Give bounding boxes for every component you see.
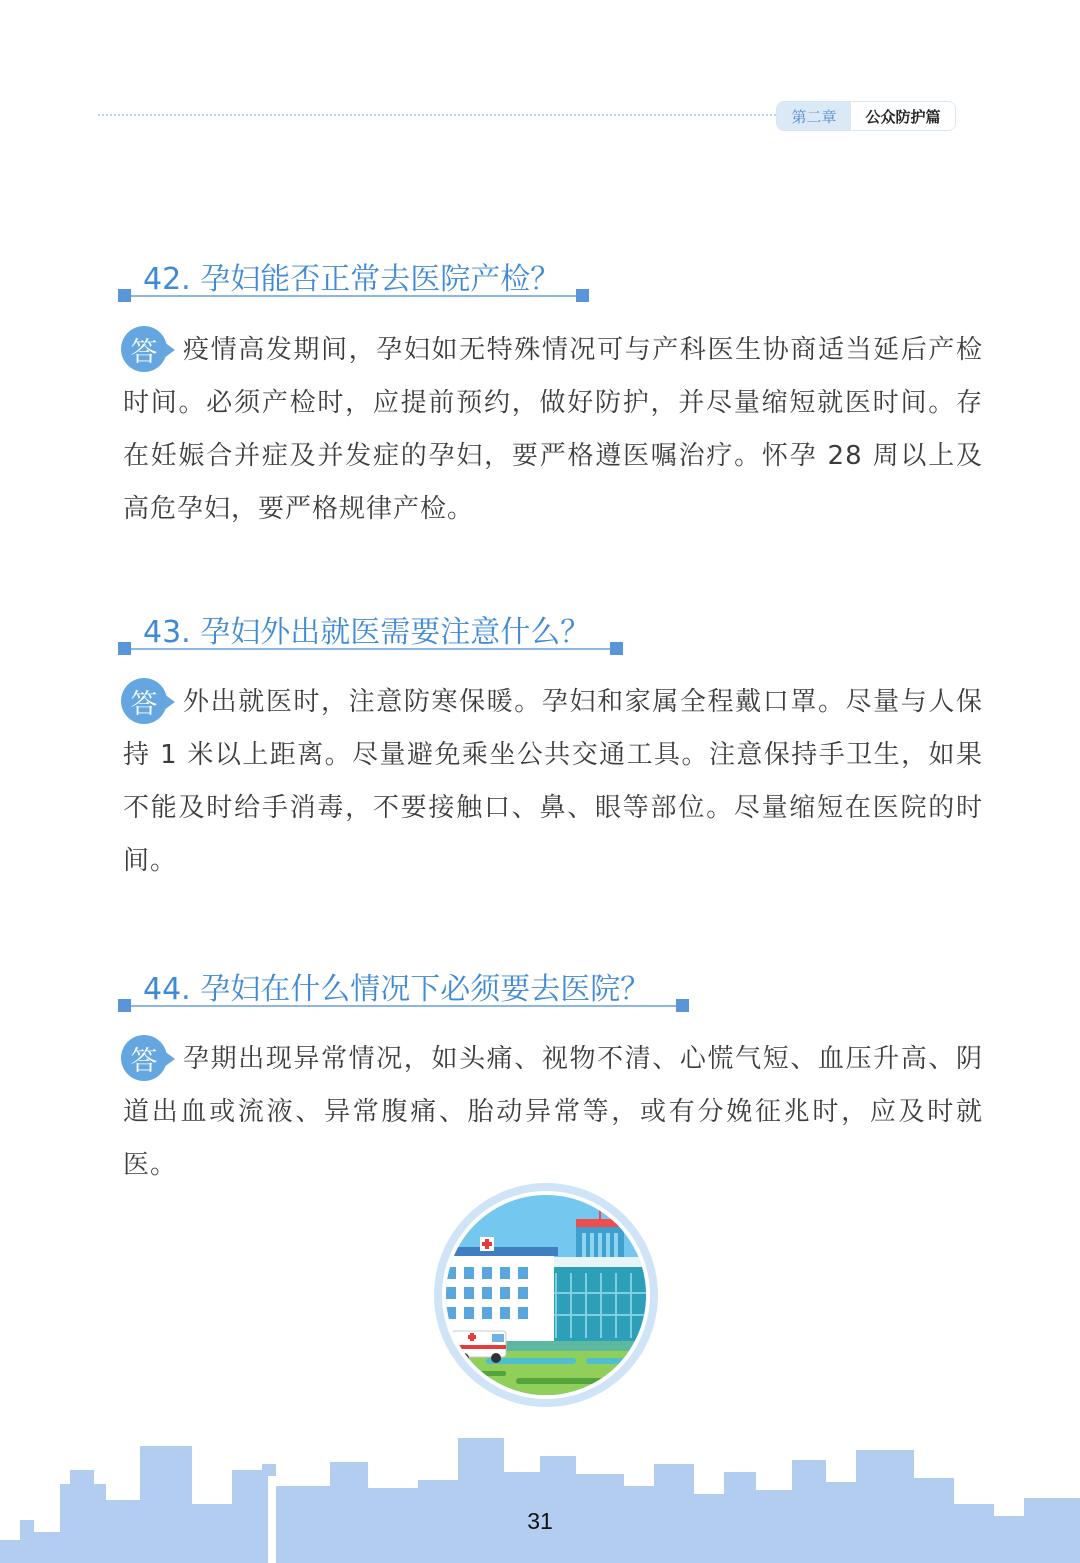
answer-badge: 答 — [121, 326, 167, 372]
chapter-label: 第二章 — [777, 102, 851, 130]
title-underline — [124, 295, 582, 297]
answer-text: 疫情高发期间，孕妇如无特殊情况可与产科医生协商适当延后产检时间。必须产检时，应提前预约，做好防护，并尽量缩短就医时间。存在妊娠合并症及并发症的孕妇，要严格遵医嘱治疗。怀孕 28 周以上及高危孕妇，要严格规律产检。 — [123, 335, 983, 524]
answer-badge: 答 — [121, 678, 167, 724]
section-label: 公众防护篇 — [851, 102, 955, 130]
underline-right-square — [576, 289, 589, 302]
question-title: 43. 孕妇外出就医需要注意什么？ — [143, 615, 591, 650]
hospital-illustration-icon — [426, 1183, 666, 1407]
answer-text: 外出就医时，注意防寒保暖。孕妇和家属全程戴口罩。尽量与人保持 1 米以上距离。尽量避免乘坐公共交通工具。注意保持手卫生，如果不能及时给手消毒，不要接触口、鼻、眼等部位。尽量缩短在医院的时间。 — [123, 687, 983, 876]
question-title: 44. 孕妇在什么情况下必须要去医院？ — [143, 972, 651, 1007]
answer-badge: 答 — [121, 1035, 167, 1081]
chapter-tab — [776, 101, 956, 131]
underline-left-square — [118, 642, 131, 655]
page-number: 31 — [527, 1508, 553, 1534]
underline-right-square — [676, 999, 689, 1012]
answer-text: 孕期出现异常情况，如头痛、视物不清、心慌气短、血压升高、阴道出血或流液、异常腹痛、胎动异常等，或有分娩征兆时，应及时就医。 — [123, 1044, 983, 1180]
underline-left-square — [118, 289, 131, 302]
header-dotted-rule — [98, 114, 776, 116]
underline-left-square — [118, 999, 131, 1012]
underline-right-square — [610, 642, 623, 655]
city-skyline-icon — [0, 1420, 1080, 1563]
title-underline — [124, 648, 616, 650]
question-title: 42. 孕妇能否正常去医院产检？ — [143, 262, 561, 297]
title-underline — [124, 1005, 682, 1007]
